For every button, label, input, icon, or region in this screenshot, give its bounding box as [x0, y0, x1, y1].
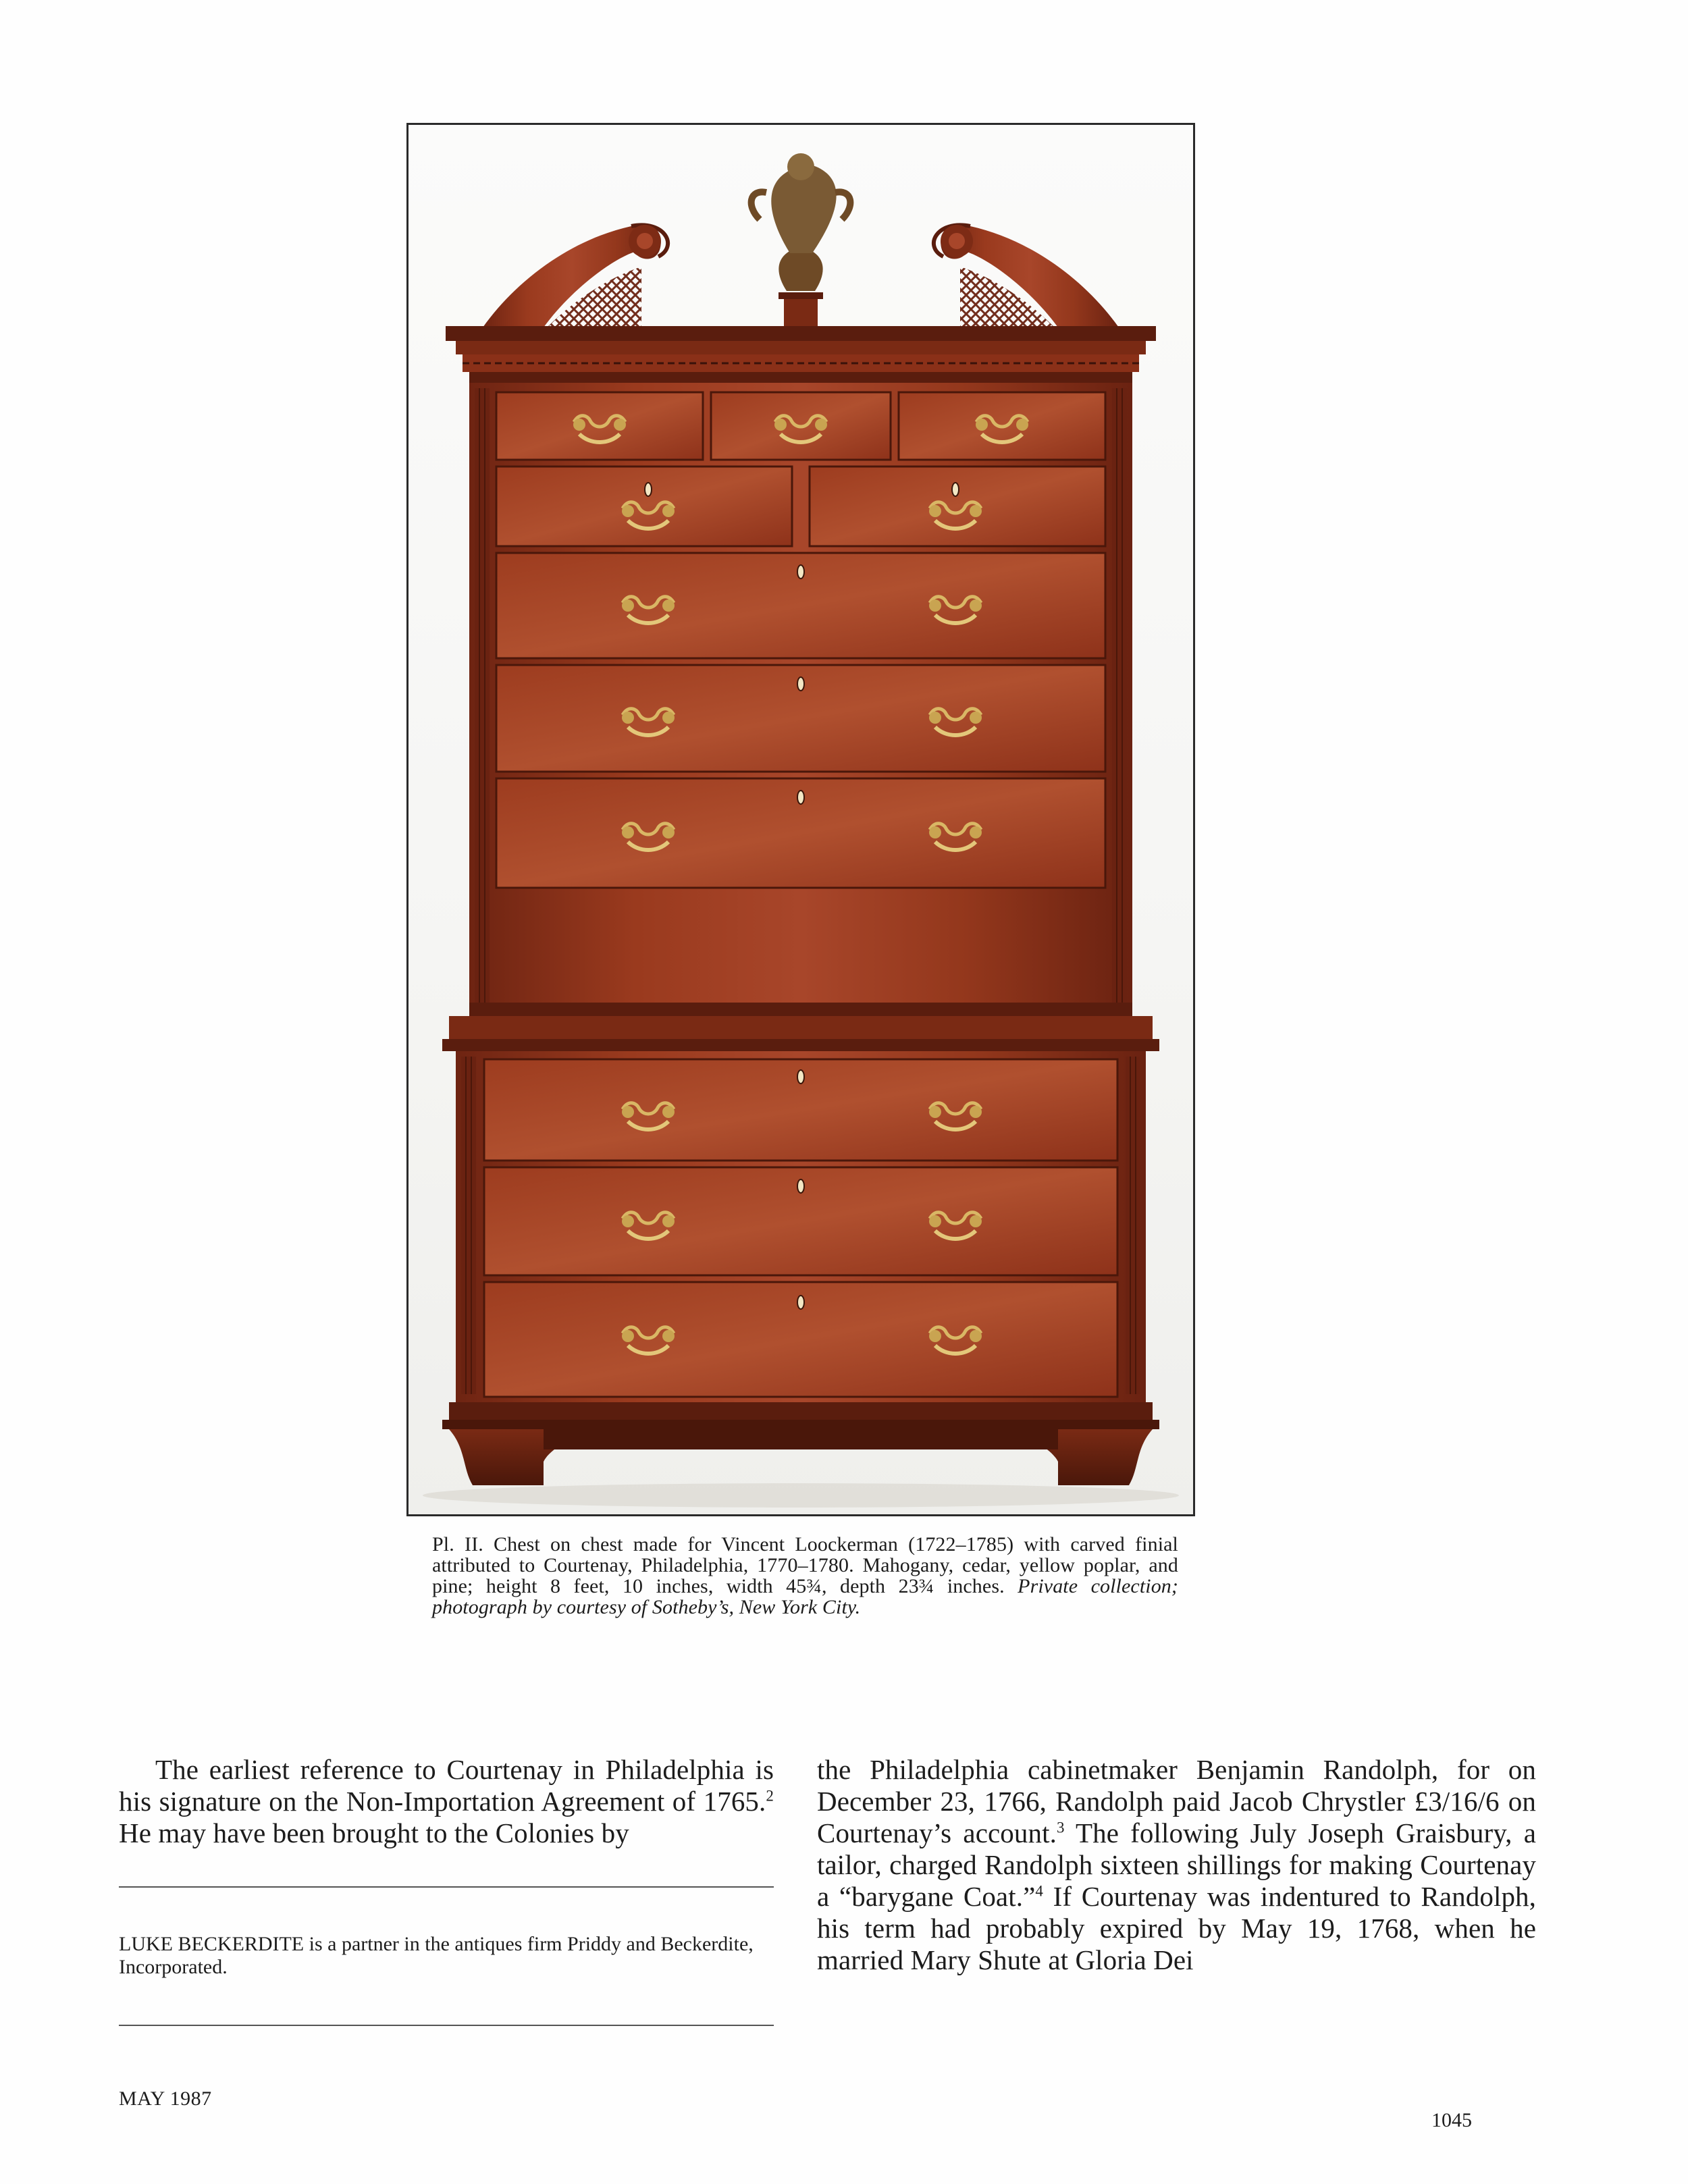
footnote-marker: 3 — [1056, 1819, 1065, 1836]
chest-on-chest-illustration — [408, 125, 1193, 1514]
body-text: the Philadelphia cabinetmaker Benjamin Randolph, for on December 23, 1766, Randolph paid Jacob Chrystler £3/16/6 on Courtenay’s account. — [817, 1754, 1536, 1848]
divider-rule — [119, 1886, 774, 1888]
body-text: The following July Joseph Graisbury, a tailor, charged Randolph sixteen shillings for making Courtenay a “barygane Coat.” — [817, 1817, 1536, 1912]
plate-number: Pl. II. — [432, 1533, 483, 1555]
body-paragraph — [817, 1754, 1536, 1976]
body-column-left — [119, 1754, 774, 1849]
body-paragraph — [119, 1754, 774, 1849]
author-note: LUKE BECKERDITE is a partner in the antiques firm Priddy and Beckerdite, Incorporated. — [119, 1933, 754, 1978]
issue-date: MAY 1987 — [119, 2087, 212, 2110]
photo-credit: Private collection; photograph by courtesy of Sotheby’s, New York City. — [432, 1575, 1178, 1618]
body-column-right — [817, 1754, 1536, 1976]
body-text: The earliest reference to Courtenay in Philadelphia is his signature on the Non-Importation Agreement of 1765. — [119, 1754, 774, 1817]
footnote-marker: 2 — [766, 1787, 774, 1805]
divider-rule — [119, 2025, 774, 2026]
body-text: If Courtenay was indentured to Randolph, his term had probably expired by May 19, 1768, when he married Mary Shute at Gloria Dei — [817, 1881, 1536, 1975]
caption-text: Chest on chest made for Vincent Loockerman (1722–1785) with carved finial attributed to Courtenay, Philadelphia, 1770–1780. Mahogany, cedar, yellow poplar, and pine; height 8 feet, 10 inches, width 45¾, depth 23¾ inches. — [432, 1533, 1178, 1597]
page-number: 1045 — [1431, 2109, 1472, 2131]
chest-on-chest-photograph — [406, 123, 1195, 1516]
footnote-marker: 4 — [1035, 1882, 1043, 1900]
body-text: He may have been brought to the Colonies by — [119, 1817, 629, 1848]
plate-caption — [432, 1534, 1178, 1618]
